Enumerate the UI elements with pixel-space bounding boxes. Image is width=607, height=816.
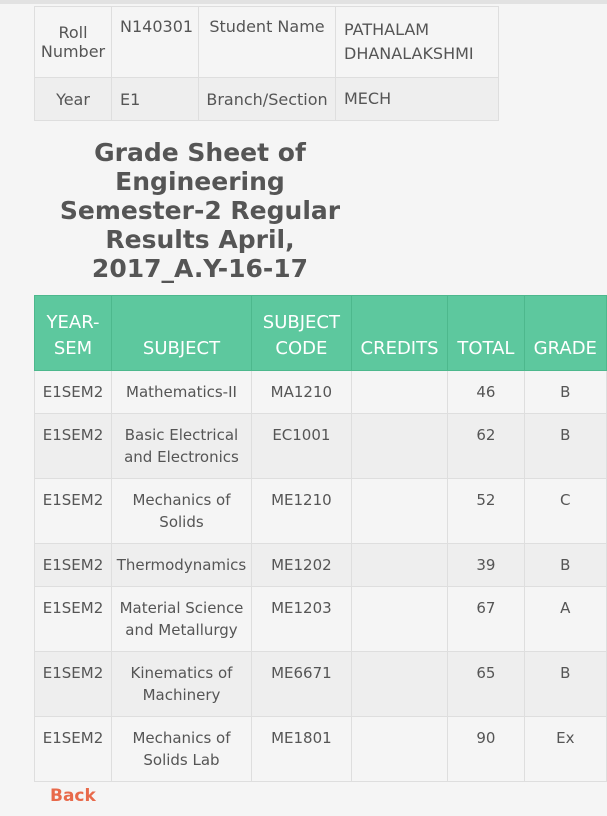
cell-subject: Mathematics-II <box>112 371 252 414</box>
roll-number-value: N140301 <box>112 7 199 78</box>
cell-year-sem: E1SEM2 <box>35 414 112 479</box>
cell-credits <box>351 371 447 414</box>
cell-total: 90 <box>448 717 524 782</box>
cell-credits <box>351 479 447 544</box>
cell-year-sem: E1SEM2 <box>35 479 112 544</box>
cell-code: ME1202 <box>251 544 351 587</box>
cell-total: 39 <box>448 544 524 587</box>
grade-table <box>34 295 607 782</box>
cell-year-sem: E1SEM2 <box>35 652 112 717</box>
cell-code: MA1210 <box>251 371 351 414</box>
cell-credits <box>351 414 447 479</box>
cell-code: EC1001 <box>251 414 351 479</box>
cell-credits <box>351 652 447 717</box>
student-info-table <box>34 6 499 121</box>
cell-code: ME1203 <box>251 587 351 652</box>
cell-subject: Basic Electrical and Electronics <box>112 414 252 479</box>
cell-total: 46 <box>448 371 524 414</box>
table-row <box>35 717 607 782</box>
back-link[interactable]: Back <box>50 786 96 806</box>
cell-subject: Kinematics of Machinery <box>112 652 252 717</box>
table-row <box>35 652 607 717</box>
cell-subject: Mechanics of Solids <box>112 479 252 544</box>
cell-total: 67 <box>448 587 524 652</box>
cell-grade: A <box>524 587 606 652</box>
table-row <box>35 544 607 587</box>
header-year-sem: YEAR-SEM <box>35 296 112 371</box>
cell-grade: Ex <box>524 717 606 782</box>
cell-year-sem: E1SEM2 <box>35 587 112 652</box>
cell-grade: B <box>524 371 606 414</box>
cell-subject: Mechanics of Solids Lab <box>112 717 252 782</box>
header-credits: CREDITS <box>351 296 447 371</box>
year-label: Year <box>35 78 112 121</box>
branch-label: Branch/Section <box>199 78 336 121</box>
table-row <box>35 479 607 544</box>
header-total: TOTAL <box>448 296 524 371</box>
table-row <box>35 414 607 479</box>
page-title: Grade Sheet of Engineering Semester-2 Regular Results April, 2017_A.Y-16-17 <box>59 138 341 283</box>
branch-value: MECH <box>336 78 499 121</box>
cell-credits <box>351 544 447 587</box>
cell-total: 62 <box>448 414 524 479</box>
cell-subject: Material Science and Metallurgy <box>112 587 252 652</box>
cell-grade: B <box>524 544 606 587</box>
table-row <box>35 587 607 652</box>
cell-credits <box>351 587 447 652</box>
cell-grade: C <box>524 479 606 544</box>
cell-grade: B <box>524 652 606 717</box>
cell-grade: B <box>524 414 606 479</box>
cell-credits <box>351 717 447 782</box>
header-subject: SUBJECT <box>112 296 252 371</box>
cell-code: ME6671 <box>251 652 351 717</box>
cell-code: ME1801 <box>251 717 351 782</box>
cell-total: 52 <box>448 479 524 544</box>
top-divider <box>0 0 607 4</box>
student-name-value: PATHALAM DHANALAKSHMI <box>336 7 499 78</box>
cell-code: ME1210 <box>251 479 351 544</box>
cell-year-sem: E1SEM2 <box>35 717 112 782</box>
year-value: E1 <box>112 78 199 121</box>
cell-total: 65 <box>448 652 524 717</box>
cell-year-sem: E1SEM2 <box>35 371 112 414</box>
cell-year-sem: E1SEM2 <box>35 544 112 587</box>
header-grade: GRADE <box>524 296 606 371</box>
header-subject-code: SUBJECT CODE <box>251 296 351 371</box>
cell-subject: Thermodynamics <box>112 544 252 587</box>
table-row <box>35 371 607 414</box>
roll-number-label: Roll Number <box>35 7 112 78</box>
student-name-label: Student Name <box>199 7 336 78</box>
